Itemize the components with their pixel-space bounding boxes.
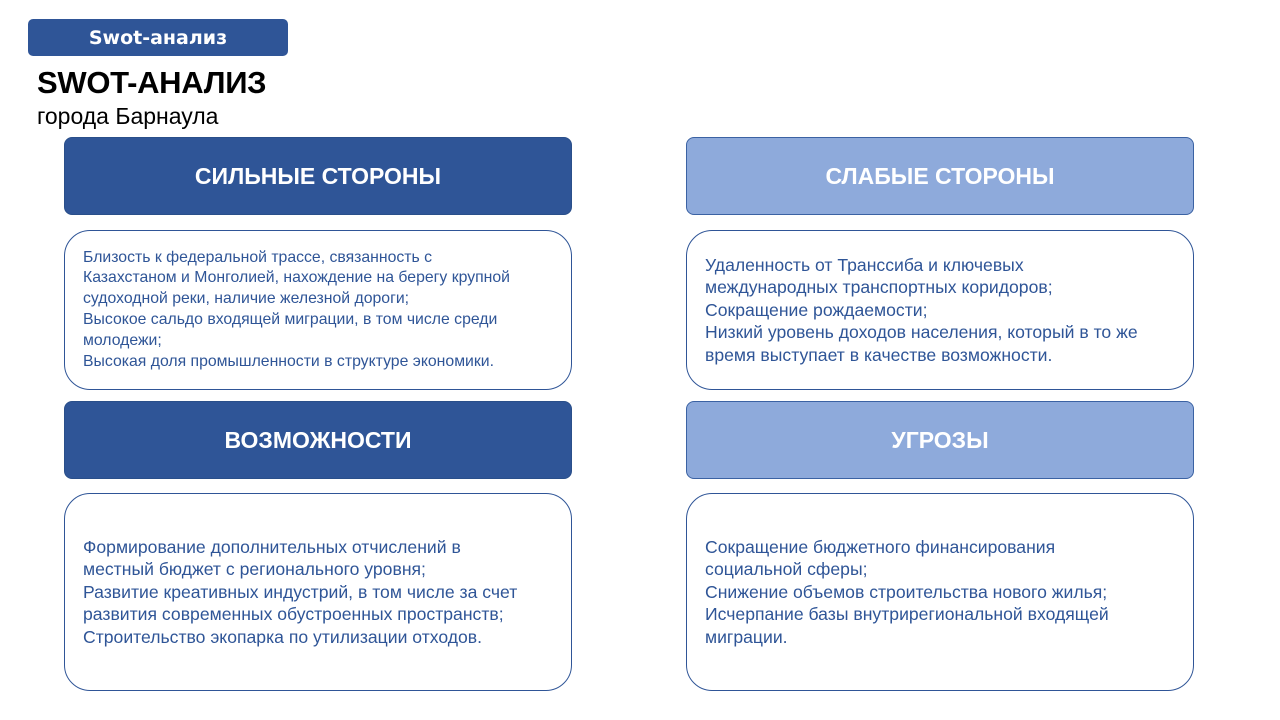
threats-line: миграции. [705, 626, 788, 647]
threats-card [686, 493, 1194, 691]
threats-header: УГРОЗЫ [686, 401, 1194, 479]
opportunities-line: Развитие креативных индустрий, в том числе за счет [83, 581, 518, 602]
strengths-line: Высокая доля промышленности в структуре экономики. [83, 352, 495, 370]
threats-line: Сокращение бюджетного финансирования [705, 536, 1056, 557]
strengths-card [64, 230, 572, 390]
weaknesses-line: Низкий уровень доходов населения, который в то же [705, 322, 1138, 343]
strengths-line: судоходной реки, наличие железной дороги; [83, 290, 410, 308]
page-title: SWOT-АНАЛИЗ [37, 65, 267, 100]
threats-text [687, 536, 1127, 649]
threats-line: Исчерпание базы внутрирегиональной входящей [705, 604, 1109, 625]
page-subtitle: города Барнаула [37, 103, 219, 129]
strengths-line: Высокое сальдо входящей миграции, в том числе среди [83, 311, 498, 328]
weaknesses-line: Удаленность от Транссиба и ключевых [705, 254, 1024, 275]
threats-line: Снижение объемов строительства нового жилья; [705, 581, 1108, 602]
weaknesses-line: время выступает в качестве возможности. [705, 344, 1053, 365]
slide-tag: Swot-анализ [28, 19, 288, 56]
strengths-text [65, 248, 528, 373]
opportunities-header: ВОЗМОЖНОСТИ [64, 401, 572, 479]
weaknesses-card [686, 230, 1194, 390]
opportunities-line: Строительство экопарка по утилизации отходов. [83, 626, 483, 647]
threats-line: социальной сферы; [705, 559, 868, 580]
opportunities-text [65, 536, 535, 649]
strengths-header: СИЛЬНЫЕ СТОРОНЫ [64, 137, 572, 215]
weaknesses-line: Сокращение рождаемости; [705, 299, 928, 320]
strengths-line: Казахстаном и Монголией, нахождение на берегу крупной [83, 269, 511, 287]
strengths-line: Близость к федеральной трассе, связанность с [83, 248, 433, 266]
strengths-line: молодежи; [83, 331, 162, 349]
opportunities-line: Формирование дополнительных отчислений в [83, 536, 461, 557]
weaknesses-line: международных транспортных коридоров; [705, 277, 1053, 298]
weaknesses-text [687, 254, 1156, 367]
opportunities-card [64, 493, 572, 691]
opportunities-line: развития современных обустроенных пространств; [83, 604, 504, 625]
opportunities-line: местный бюджет с регионального уровня; [83, 559, 426, 580]
weaknesses-header: СЛАБЫЕ СТОРОНЫ [686, 137, 1194, 215]
